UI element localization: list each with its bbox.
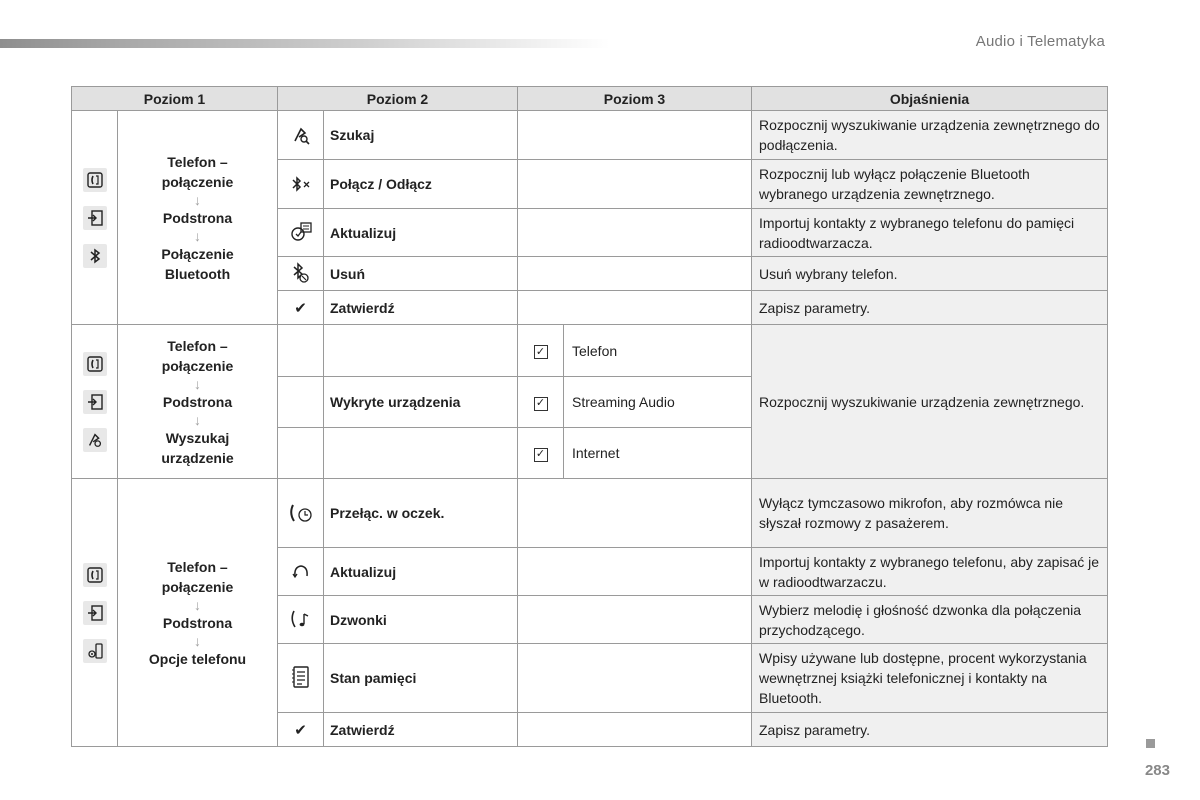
level1-label: połączenie xyxy=(161,357,234,374)
bluetooth-icon xyxy=(83,244,107,268)
phone-connect-icon xyxy=(83,352,107,376)
explanation: Zapisz parametry. xyxy=(752,713,1108,747)
level2-label[interactable]: Aktualizuj xyxy=(324,548,518,596)
level3-option[interactable]: Streaming Audio xyxy=(564,377,752,428)
level1-label: Podstrona xyxy=(162,614,233,631)
explanation: Importuj kontakty z wybranego telefonu, aby zapisać je w radioodtwarzaczu. xyxy=(752,548,1108,596)
row-icon-cell xyxy=(278,209,324,257)
level3-empty xyxy=(518,160,752,209)
search-device-icon[interactable] xyxy=(288,122,314,148)
table-header-row xyxy=(72,87,1108,111)
header-explanations: Objaśnienia xyxy=(752,87,1108,111)
explanation: Wpisy używane lub dostępne, procent wykorzystania wewnętrznej książki telefonicznej i kontakty na Bluetooth. xyxy=(752,644,1108,713)
level3-option[interactable]: Internet xyxy=(564,428,752,479)
option-icon-cell xyxy=(518,325,564,377)
header-level2: Poziom 2 xyxy=(278,87,518,111)
table-row xyxy=(72,111,1108,160)
explanation: Rozpocznij wyszukiwanie urządzenia zewnętrznego. xyxy=(752,325,1108,479)
option-icon-cell xyxy=(518,377,564,428)
row-icon-cell xyxy=(278,644,324,713)
level2-label[interactable]: Szukaj xyxy=(324,111,518,160)
row-icon-cell xyxy=(278,257,324,291)
page-number: 283 xyxy=(1144,762,1170,779)
memory-status-icon[interactable] xyxy=(288,664,314,690)
update-contacts-icon[interactable] xyxy=(288,219,314,245)
row-icon-cell xyxy=(278,428,324,479)
level3-empty xyxy=(518,596,752,644)
level1-label: Bluetooth xyxy=(164,265,231,282)
explanation: Zapisz parametry. xyxy=(752,291,1108,325)
checkmark-icon[interactable]: ✔ xyxy=(294,721,307,739)
explanation: Usuń wybrany telefon. xyxy=(752,257,1108,291)
level1-label: Wyszukaj xyxy=(165,429,230,446)
arrow-down-icon: ↓ xyxy=(194,632,201,649)
level3-empty xyxy=(518,257,752,291)
explanation: Wybierz melodię i głośność dzwonka dla połączenia przychodzącego. xyxy=(752,596,1108,644)
level1-label: Podstrona xyxy=(162,209,233,226)
arrow-down-icon: ↓ xyxy=(194,375,201,392)
level2-empty xyxy=(324,325,518,377)
level1-label: Telefon – xyxy=(167,558,228,575)
checkbox-icon[interactable]: ✓ xyxy=(534,448,548,462)
level2-empty xyxy=(324,428,518,479)
level3-empty xyxy=(518,548,752,596)
level1-label: połączenie xyxy=(161,173,234,190)
level2-label[interactable]: Dzwonki xyxy=(324,596,518,644)
level1-label: Opcje telefonu xyxy=(148,650,247,667)
option-icon-cell xyxy=(518,428,564,479)
level3-empty xyxy=(518,209,752,257)
arrow-down-icon: ↓ xyxy=(194,227,201,244)
level1-label: urządzenie xyxy=(161,449,234,466)
level1-label: Połączenie xyxy=(161,245,234,262)
phone-settings-icon xyxy=(83,639,107,663)
level3-empty xyxy=(518,479,752,548)
checkbox-icon[interactable]: ✓ xyxy=(534,397,548,411)
search-device-icon xyxy=(83,428,107,452)
level1-label: Telefon – xyxy=(167,337,228,354)
arrow-down-icon: ↓ xyxy=(194,191,201,208)
level3-empty xyxy=(518,644,752,713)
level1-label: Podstrona xyxy=(162,393,233,410)
bluetooth-delete-icon[interactable] xyxy=(288,260,314,286)
level2-label[interactable]: Usuń xyxy=(324,257,518,291)
row-icon-cell xyxy=(278,377,324,428)
level2-label[interactable]: Zatwierdź xyxy=(324,713,518,747)
explanation: Wyłącz tymczasowo mikrofon, aby rozmówca nie słyszał rozmowy z pasażerem. xyxy=(752,479,1108,548)
row-icon-cell xyxy=(278,548,324,596)
level2-label[interactable]: Aktualizuj xyxy=(324,209,518,257)
header-gradient-bar xyxy=(0,39,610,48)
subpage-icon xyxy=(83,601,107,625)
explanation: Rozpocznij wyszukiwanie urządzenia zewnętrznego do podłączenia. xyxy=(752,111,1108,160)
level2-label[interactable]: Zatwierdź xyxy=(324,291,518,325)
explanation: Rozpocznij lub wyłącz połączenie Bluetooth wybranego urządzenia zewnętrznego. xyxy=(752,160,1108,209)
row-icon-cell xyxy=(278,160,324,209)
page-marker xyxy=(1146,739,1155,748)
row-icon-cell xyxy=(278,291,324,325)
level3-empty xyxy=(518,713,752,747)
level1-path xyxy=(118,479,278,747)
level2-label[interactable]: Wykryte urządzenia xyxy=(324,377,518,428)
level1-path xyxy=(118,325,278,479)
row-icon-cell xyxy=(278,479,324,548)
refresh-icon[interactable] xyxy=(288,559,314,585)
table-row xyxy=(72,325,1108,377)
checkbox-icon[interactable]: ✓ xyxy=(534,345,548,359)
row-icon-cell xyxy=(278,325,324,377)
header-level3: Poziom 3 xyxy=(518,87,752,111)
level3-empty xyxy=(518,291,752,325)
level1-label: Telefon – xyxy=(167,153,228,170)
level1-icons xyxy=(72,479,118,747)
level2-label[interactable]: Połącz / Odłącz xyxy=(324,160,518,209)
row-icon-cell xyxy=(278,713,324,747)
phone-connect-icon xyxy=(83,168,107,192)
table-row xyxy=(72,479,1108,548)
arrow-down-icon: ↓ xyxy=(194,596,201,613)
level2-label[interactable]: Przełąc. w oczek. xyxy=(324,479,518,548)
ringtone-icon[interactable] xyxy=(288,606,314,632)
level1-icons xyxy=(72,111,118,325)
subpage-icon xyxy=(83,390,107,414)
level3-empty xyxy=(518,111,752,160)
level3-option[interactable]: Telefon xyxy=(564,325,752,377)
level2-label[interactable]: Stan pamięci xyxy=(324,644,518,713)
level1-icons xyxy=(72,325,118,479)
row-icon-cell xyxy=(278,111,324,160)
phone-menu-table xyxy=(71,86,1108,747)
arrow-down-icon: ↓ xyxy=(194,411,201,428)
phone-connect-icon xyxy=(83,563,107,587)
header-level1: Poziom 1 xyxy=(72,87,278,111)
checkmark-icon[interactable]: ✔ xyxy=(294,299,307,317)
row-icon-cell xyxy=(278,596,324,644)
call-hold-icon[interactable] xyxy=(288,500,314,526)
explanation: Importuj kontakty z wybranego telefonu do pamięci radioodtwarzacza. xyxy=(752,209,1108,257)
section-title: Audio i Telematyka xyxy=(975,33,1105,50)
subpage-icon xyxy=(83,206,107,230)
level1-label: połączenie xyxy=(161,578,234,595)
level1-path xyxy=(118,111,278,325)
bluetooth-disconnect-icon[interactable] xyxy=(288,171,314,197)
